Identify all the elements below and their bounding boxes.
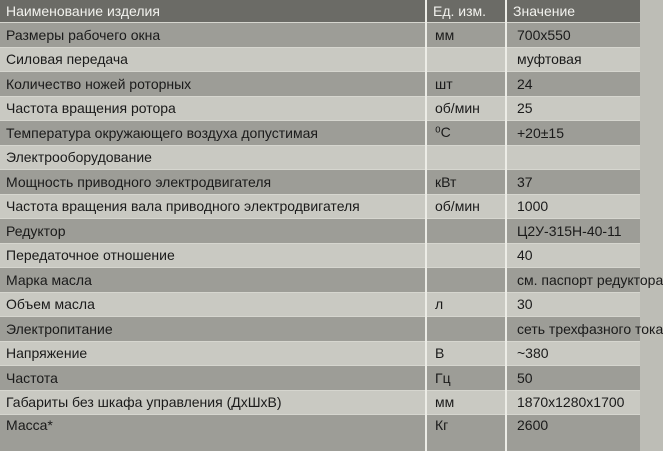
param-name-cell: Электропитание <box>0 317 426 342</box>
unit-cell: Гц <box>426 366 506 391</box>
unit-cell <box>426 317 506 342</box>
table-row <box>0 317 640 342</box>
value-cell: +20±15 <box>506 121 640 146</box>
table-row <box>0 415 640 451</box>
value-cell: 1000 <box>506 194 640 219</box>
header-value: Значение <box>506 0 640 23</box>
param-name-cell: Количество ножей роторных <box>0 72 426 97</box>
value-cell: см. паспорт редуктора <box>506 268 640 293</box>
param-name-cell: Мощность приводного электродвигателя <box>0 170 426 195</box>
value-cell: 2600 <box>506 415 640 451</box>
param-name-cell: Частота вращения вала приводного электродвигателя <box>0 194 426 219</box>
value-cell: 1870х1280х1700 <box>506 390 640 415</box>
value-cell: 40 <box>506 243 640 268</box>
param-name-cell: Передаточное отношение <box>0 243 426 268</box>
value-cell: 37 <box>506 170 640 195</box>
param-name-cell: Электрооборудование <box>0 145 426 170</box>
table-row <box>0 366 640 391</box>
value-cell: 25 <box>506 96 640 121</box>
param-name-cell: Силовая передача <box>0 47 426 72</box>
table-row <box>0 72 640 97</box>
unit-cell <box>426 219 506 244</box>
value-cell: сеть трехфазного тока <box>506 317 640 342</box>
table-row <box>0 292 640 317</box>
section-row <box>0 145 640 170</box>
unit-cell: л <box>426 292 506 317</box>
value-cell: 50 <box>506 366 640 391</box>
header-unit: Ед. изм. <box>426 0 506 23</box>
value-cell: 24 <box>506 72 640 97</box>
param-name-cell: Редуктор <box>0 219 426 244</box>
param-name-cell: Масса* <box>0 415 426 451</box>
table-row <box>0 170 640 195</box>
table-row <box>0 390 640 415</box>
param-name-cell: Марка масла <box>0 268 426 293</box>
param-name-cell: Объем масла <box>0 292 426 317</box>
table-row <box>0 121 640 146</box>
unit-cell: шт <box>426 72 506 97</box>
table-row <box>0 23 640 48</box>
table-row <box>0 268 640 293</box>
unit-cell: Кг <box>426 415 506 451</box>
param-name-cell: Частота <box>0 366 426 391</box>
header-name: Наименование изделия <box>0 0 426 23</box>
param-name-cell: Температура окружающего воздуха допустимая <box>0 121 426 146</box>
value-cell: 30 <box>506 292 640 317</box>
unit-cell: мм <box>426 390 506 415</box>
table-row <box>0 243 640 268</box>
value-cell: муфтовая <box>506 47 640 72</box>
unit-cell <box>426 145 506 170</box>
unit-cell <box>426 243 506 268</box>
value-cell: ~380 <box>506 341 640 366</box>
value-cell <box>506 145 640 170</box>
param-name-cell: Габариты без шкафа управления (ДхШхВ) <box>0 390 426 415</box>
table-row <box>0 219 640 244</box>
unit-cell <box>426 268 506 293</box>
value-cell: Ц2У-315Н-40-11 <box>506 219 640 244</box>
unit-cell <box>426 47 506 72</box>
table-row <box>0 47 640 72</box>
table-row <box>0 194 640 219</box>
param-name-cell: Размеры рабочего окна <box>0 23 426 48</box>
unit-cell: В <box>426 341 506 366</box>
table-header-row <box>0 0 640 23</box>
unit-cell: об/мин <box>426 96 506 121</box>
table-row <box>0 96 640 121</box>
unit-cell: ⁰С <box>426 121 506 146</box>
param-name-cell: Частота вращения ротора <box>0 96 426 121</box>
unit-cell: об/мин <box>426 194 506 219</box>
table-body <box>0 23 663 451</box>
value-cell: 700х550 <box>506 23 640 48</box>
unit-cell: кВт <box>426 170 506 195</box>
table-row <box>0 341 640 366</box>
unit-cell: мм <box>426 23 506 48</box>
param-name-cell: Напряжение <box>0 341 426 366</box>
